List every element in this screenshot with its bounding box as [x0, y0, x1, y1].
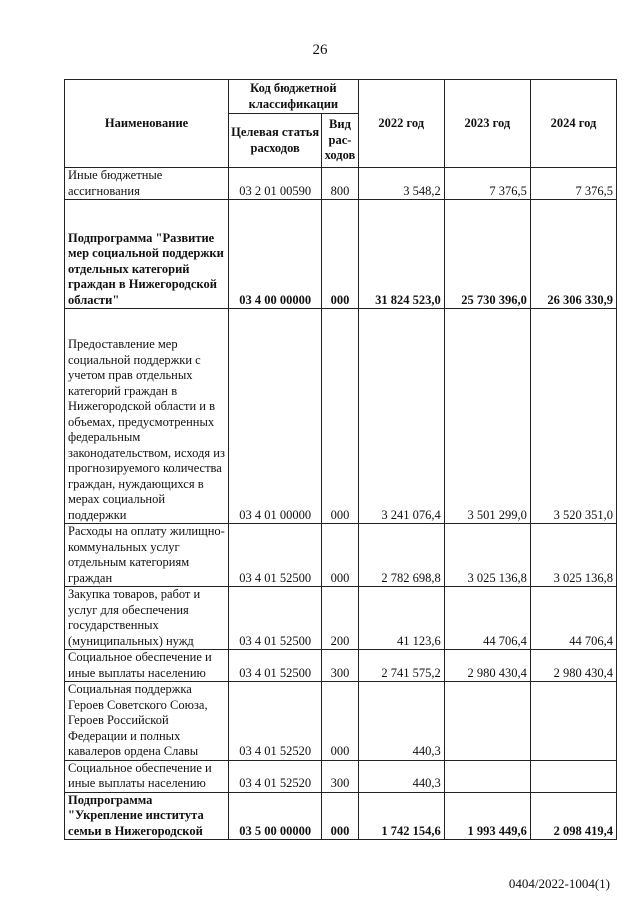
row-2024 [530, 760, 616, 792]
row-vid: 300 [322, 760, 358, 792]
header-target: Целевая статья расходов [229, 114, 322, 168]
row-name: Социальная поддержка Героев Советского Союза, Героев Российской Федерации и полных кавалеров ордена Славы [65, 682, 229, 761]
row-2024 [530, 682, 616, 761]
row-2023: 2 980 430,4 [444, 650, 530, 682]
row-vid: 200 [322, 587, 358, 650]
table-row [65, 792, 617, 840]
row-vid: 000 [322, 792, 358, 840]
table-row [65, 587, 617, 650]
row-2023: 44 706,4 [444, 587, 530, 650]
row-2023 [444, 682, 530, 761]
row-2022: 41 123,6 [358, 587, 444, 650]
row-2024: 44 706,4 [530, 587, 616, 650]
row-2023: 3 501 299,0 [444, 309, 530, 524]
row-2022: 1 742 154,6 [358, 792, 444, 840]
row-2022: 31 824 523,0 [358, 200, 444, 309]
row-target-code: 03 2 01 00590 [229, 168, 322, 200]
row-2023: 7 376,5 [444, 168, 530, 200]
row-name: Подпрограмма "Развитие мер социальной поддержки отдельных категорий граждан в Нижегородской области" [65, 200, 229, 309]
row-2022: 3 241 076,4 [358, 309, 444, 524]
row-target-code: 03 4 01 52500 [229, 587, 322, 650]
row-2022: 440,3 [358, 682, 444, 761]
row-name: Подпрограмма "Укрепление института семьи в Нижегородской [65, 792, 229, 840]
row-target-code: 03 4 00 00000 [229, 200, 322, 309]
table-row [65, 650, 617, 682]
row-vid: 000 [322, 682, 358, 761]
page-number: 26 [312, 42, 328, 58]
row-vid: 000 [322, 524, 358, 587]
row-vid: 000 [322, 309, 358, 524]
row-2024: 2 098 419,4 [530, 792, 616, 840]
row-name: Социальное обеспечение и иные выплаты населению [65, 650, 229, 682]
row-name: Предоставление мер социальной поддержки с учетом прав отдельных категорий граждан в Нижегородской области и в объемах, предусмотренных федеральным законодательством, исходя из прогнозируемого количества граждан, нуждающихся в мерах социальной поддержки [65, 309, 229, 524]
header-2024: 2024 год [530, 80, 616, 168]
table-row [65, 682, 617, 761]
row-vid: 300 [322, 650, 358, 682]
row-2023: 3 025 136,8 [444, 524, 530, 587]
row-target-code: 03 4 01 52500 [229, 524, 322, 587]
row-target-code: 03 4 01 52520 [229, 682, 322, 761]
header-name: Наименование [65, 80, 229, 168]
row-2022: 3 548,2 [358, 168, 444, 200]
row-2023 [444, 760, 530, 792]
header-2022: 2022 год [358, 80, 444, 168]
row-target-code: 03 4 01 00000 [229, 309, 322, 524]
header-2023: 2023 год [444, 80, 530, 168]
row-name: Расходы на оплату жилищно-коммунальных услуг отдельным категориям граждан [65, 524, 229, 587]
header-code-group: Код бюджетной классификации [229, 80, 359, 114]
row-2024: 3 520 351,0 [530, 309, 616, 524]
row-target-code: 03 4 01 52500 [229, 650, 322, 682]
row-2024: 7 376,5 [530, 168, 616, 200]
budget-table [64, 79, 617, 840]
row-2022: 2 782 698,8 [358, 524, 444, 587]
row-name: Закупка товаров, работ и услуг для обеспечения государственных (муниципальных) нужд [65, 587, 229, 650]
row-2024: 3 025 136,8 [530, 524, 616, 587]
row-vid: 800 [322, 168, 358, 200]
row-2024: 2 980 430,4 [530, 650, 616, 682]
row-2022: 2 741 575,2 [358, 650, 444, 682]
row-2023: 25 730 396,0 [444, 200, 530, 309]
table-row [65, 309, 617, 524]
table-row [65, 168, 617, 200]
row-target-code: 03 5 00 00000 [229, 792, 322, 840]
row-target-code: 03 4 01 52520 [229, 760, 322, 792]
row-name: Иные бюджетные ассигнования [65, 168, 229, 200]
row-2022: 440,3 [358, 760, 444, 792]
row-2023: 1 993 449,6 [444, 792, 530, 840]
document-code: 0404/2022-1004(1) [508, 876, 610, 891]
table-row [65, 524, 617, 587]
table-row [65, 200, 617, 309]
row-2024: 26 306 330,9 [530, 200, 616, 309]
header-vid: Вид рас-ходов [322, 114, 358, 168]
row-vid: 000 [322, 200, 358, 309]
table-row [65, 760, 617, 792]
row-name: Социальное обеспечение и иные выплаты населению [65, 760, 229, 792]
